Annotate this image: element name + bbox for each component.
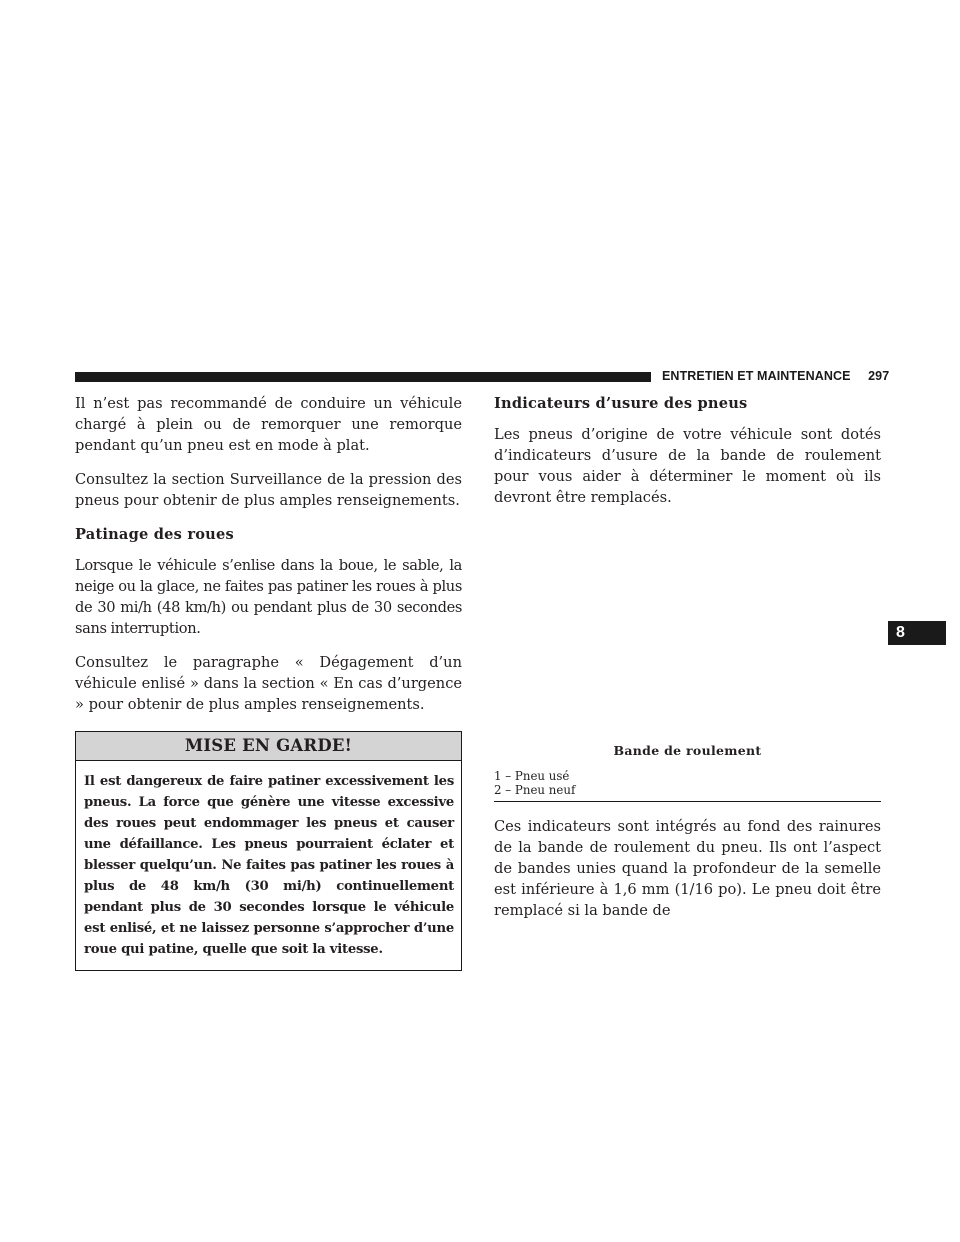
figure-legend — [494, 769, 881, 802]
warning-body: Il est dangereux de faire patiner excessivement les pneus. La force que génère une vitesse excessive des roues peut endommager les pneus et causer une défaillance. Les pneus pourraient éclater et blesser quelqu’un. Ne faites pas patiner les roues à plus de 48 km/h (30 mi/h) continuellement pendant plus de 30 secondes lorsque le véhicule est enlisé, et ne laissez personne s’approcher d’une roue qui patine, quelle que soit la vitesse. — [84, 774, 454, 957]
paragraph: Lorsque le véhicule s’enlise dans la boue, le sable, la neige ou la glace, ne faites pas patiner les roues à plus de 30 mi/h (48 km/h) ou pendant plus de 30 secondes sans interruption. — [75, 557, 462, 637]
left-column — [75, 393, 462, 971]
paragraph: Consultez la section Surveillance de la pression des pneus pour obtenir de plus amples renseignements. — [75, 471, 462, 509]
paragraph: Les pneus d’origine de votre véhicule sont dotés d’indicateurs d’usure de la bande de roulement pour vous aider à déterminer le moment où ils devront être remplacés. — [494, 426, 881, 506]
chapter-tab: 8 — [888, 621, 946, 645]
warning-title: MISE EN GARDE! — [76, 732, 461, 761]
legend-item: 1 – Pneu usé — [494, 769, 570, 783]
warning-box — [75, 731, 462, 971]
paragraph: Consultez le paragraphe « Dégagement d’un véhicule enlisé » dans la section « En cas d’urgence » pour obtenir de plus amples renseignements. — [75, 654, 462, 713]
figure-caption: Bande de roulement — [613, 743, 762, 758]
paragraph: Il n’est pas recommandé de conduire un véhicule chargé à plein ou de remorquer une remorque pendant qu’un pneu est en mode à plat. — [75, 395, 462, 454]
section-heading-wear-indicators: Indicateurs d’usure des pneus — [494, 395, 748, 412]
legend-item: 2 – Pneu neuf — [494, 783, 576, 797]
section-title: ENTRETIEN ET MAINTENANCE — [662, 369, 851, 383]
page-number: 297 — [868, 369, 890, 383]
running-header — [662, 369, 889, 383]
paragraph: Ces indicateurs sont intégrés au fond des rainures de la bande de roulement du pneu. Ils ont l’aspect de bandes unies quand la profondeur de la semelle est inférieure à 1,6 mm (1/16 po). Le pneu doit être remplacé si la bande de — [494, 818, 881, 919]
header-rule — [75, 372, 651, 382]
section-heading-wheel-spin: Patinage des roues — [75, 526, 234, 543]
right-column — [494, 393, 881, 934]
tread-figure-image — [494, 521, 881, 743]
